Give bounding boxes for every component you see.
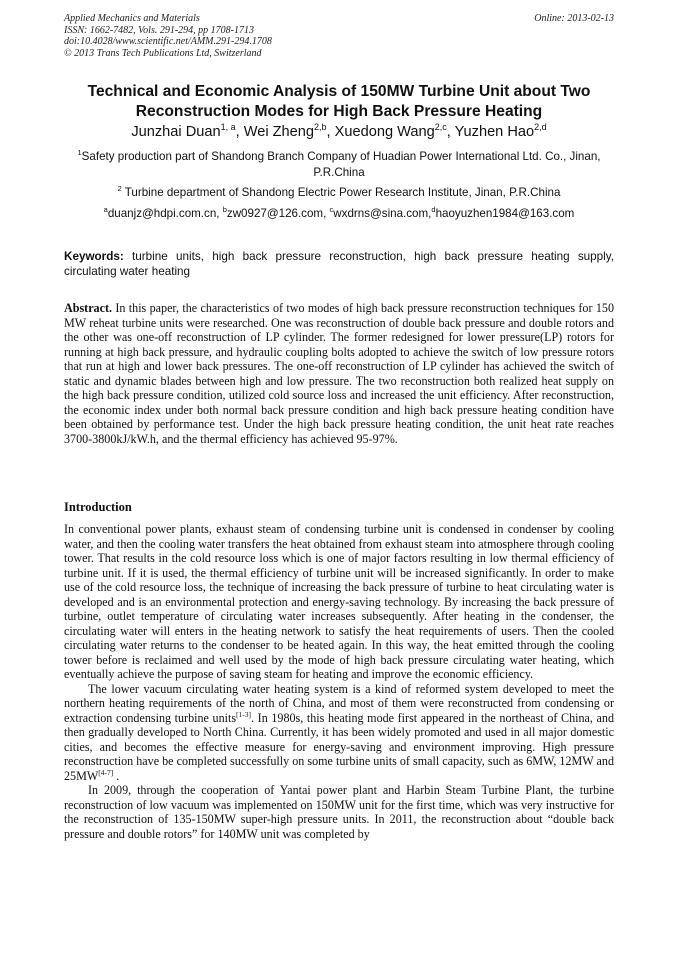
author-affiliation-mark: 1, a [220, 122, 236, 133]
abstract-section [64, 301, 614, 446]
email-mark: c [329, 205, 334, 215]
introduction-body [64, 522, 614, 841]
paragraph-text: The lower vacuum circulating water heating system is a kind of reformed system developed to meet the northern heating requirements of the north of China, and most of them were reconstructed from condensing or extraction condensing turbine units [64, 681, 614, 725]
affiliation-text: Turbine department of Shandong Electric Power Research Institute, Jinan, P.R.China [121, 186, 561, 199]
affiliation-text: Safety production part of Shandong Branch Company of Huadian Power International Ltd. Co., Jinan, P.R.China [81, 150, 601, 179]
author-affiliation-mark: 2,d [534, 122, 547, 133]
citation-ref: [1-3] [236, 709, 252, 719]
email-address: zw0927@126.com, [226, 207, 330, 220]
author-affiliation-mark: 2,c [434, 122, 447, 133]
citation-ref: [4-7] [98, 767, 114, 777]
affiliation-1 [64, 149, 614, 180]
email-list [64, 206, 614, 222]
paper-title: Technical and Economic Analysis of 150MW Turbine Unit about Two Reconstruction Modes for High Back Pressure Heating [87, 83, 591, 120]
paragraph [64, 682, 614, 784]
abstract-label: Abstract. [64, 301, 113, 315]
author-name: Junzhai Duan [131, 124, 221, 140]
email-mark: b [222, 205, 227, 215]
abstract-text: In this paper, the characteristics of two modes of high back pressure reconstruction techniques for 150 MW reheat turbine units were researched. One was reconstruction of double back pressure and double rotors and the other was one-off reconstruction of LP cylinder. The former redesigned for lower pressure(LP) rotors for running at high back pressure, and hydraulic coupling bolts adopted to achieve the switch of low pressure rotors that run at high and lower back pressures. The one-off reconstruction of LP cylinder has achieved the switch of static and dynamic blades between high and low pressure. The two reconstruction both realized heat supply on the high back pressure condition, utilized cold source loss and increased the unit efficiency. After reconstruction, the economic index under both normal back pressure condition and high back pressure heating condition have been obtained by performance test. Under the high back pressure heating condition, the unit heat rate reaches 3700-3800kJ/kW.h, and the thermal efficiency has achieved 95-97%. [64, 301, 614, 446]
paragraph-text: . [113, 768, 120, 783]
affiliation-mark: 1 [77, 148, 82, 158]
paragraph: In 2009, through the cooperation of Yantai power plant and Harbin Steam Turbine Plant, the turbine reconstruction of low vacuum was implemented on 150MW unit for the first time, which was very instructive for the reconstruction of 135-150MW super-high pressure units. In 2011, the reconstruction about “double back pressure and double rotors” for 140MW unit was completed by [64, 783, 614, 841]
doi-line: doi:10.4028/www.scientific.net/AMM.291-294.1708 [64, 36, 272, 48]
email-address: wxdrns@sina.com, [333, 207, 432, 220]
author-list: Junzhai Duan$^{1, a}$, Wei Zheng$^{2,b}$, Xuedong Wang$^{2,c}$, Yuzhen Hao$^{2,d}$ [131, 122, 547, 140]
affiliation-mark: 2 [117, 184, 122, 194]
email-mark: d [431, 205, 436, 215]
keywords-text: turbine units, high back pressure reconstruction, high back pressure heating supply, circulating water heating [64, 250, 614, 278]
journal-header [64, 13, 614, 59]
paragraph: In conventional power plants, exhaust steam of condensing turbine unit is condensed in condenser by cooling water, and then the cooling water transfers the heat obtained from exhaust steam into atmosphere through cooling tower. That results in the cold resource loss which is one of major factors resulting in low thermal efficiency of turbine unit. If it is used, the thermal efficiency of turbine unit will be increased significantly. In order to make use of the cold resource loss, the technique of increasing the back pressure of turbine to heat circulating water is developed and is an environmental protection and energy-saving technology. By increasing the back pressure of turbine, outlet temperature of circulating water increases subsequently. After heating in the condenser, the circulating water will enters in the heating network to satisfy the heat requirements of users. Then the cooled circulating water returns to the condenser to be heated again. In this way, the heat emitted through the cooling tower before is reclaimed and well used by the mode of high back pressure circulating water heating, which eventually achieve the purpose of saving steam for heating and improve the economic efficiency. [64, 522, 614, 681]
author-name: Yuzhen Hao [454, 124, 535, 140]
email-address: duanjz@hdpi.com.cn, [107, 207, 223, 220]
keywords-section [64, 250, 614, 279]
author-name: Wei Zheng [243, 124, 315, 140]
author-name: Xuedong Wang [334, 124, 435, 140]
introduction-heading: Introduction [64, 500, 132, 514]
email-address: haoyuzhen1984@163.com [435, 207, 575, 220]
journal-name: Applied Mechanics and Materials [64, 13, 200, 24]
keywords-label: Keywords: [64, 250, 124, 263]
paragraph-text: . In 1980s, this heating mode first appeared in the northeast of China, and then gradually developed to North China. Currently, it has been widely promoted and used in all major domestic cities, and becomes the effective measure for energy-saving and environment improving. High pressure reconstruction have be completed successfully on some turbine units of small capacity, such as 6MW, 12MW and 25MW [64, 710, 615, 783]
affiliation-2 [64, 185, 614, 201]
copyright-line: © 2013 Trans Tech Publications Ltd, Switzerland [64, 47, 262, 59]
email-mark: a [103, 205, 108, 215]
issn-line: ISSN: 1662-7482, Vols. 291-294, pp 1708-1713 [64, 24, 254, 36]
online-date: Online: 2013-02-13 [534, 13, 614, 24]
author-affiliation-mark: 2,b [314, 122, 327, 133]
